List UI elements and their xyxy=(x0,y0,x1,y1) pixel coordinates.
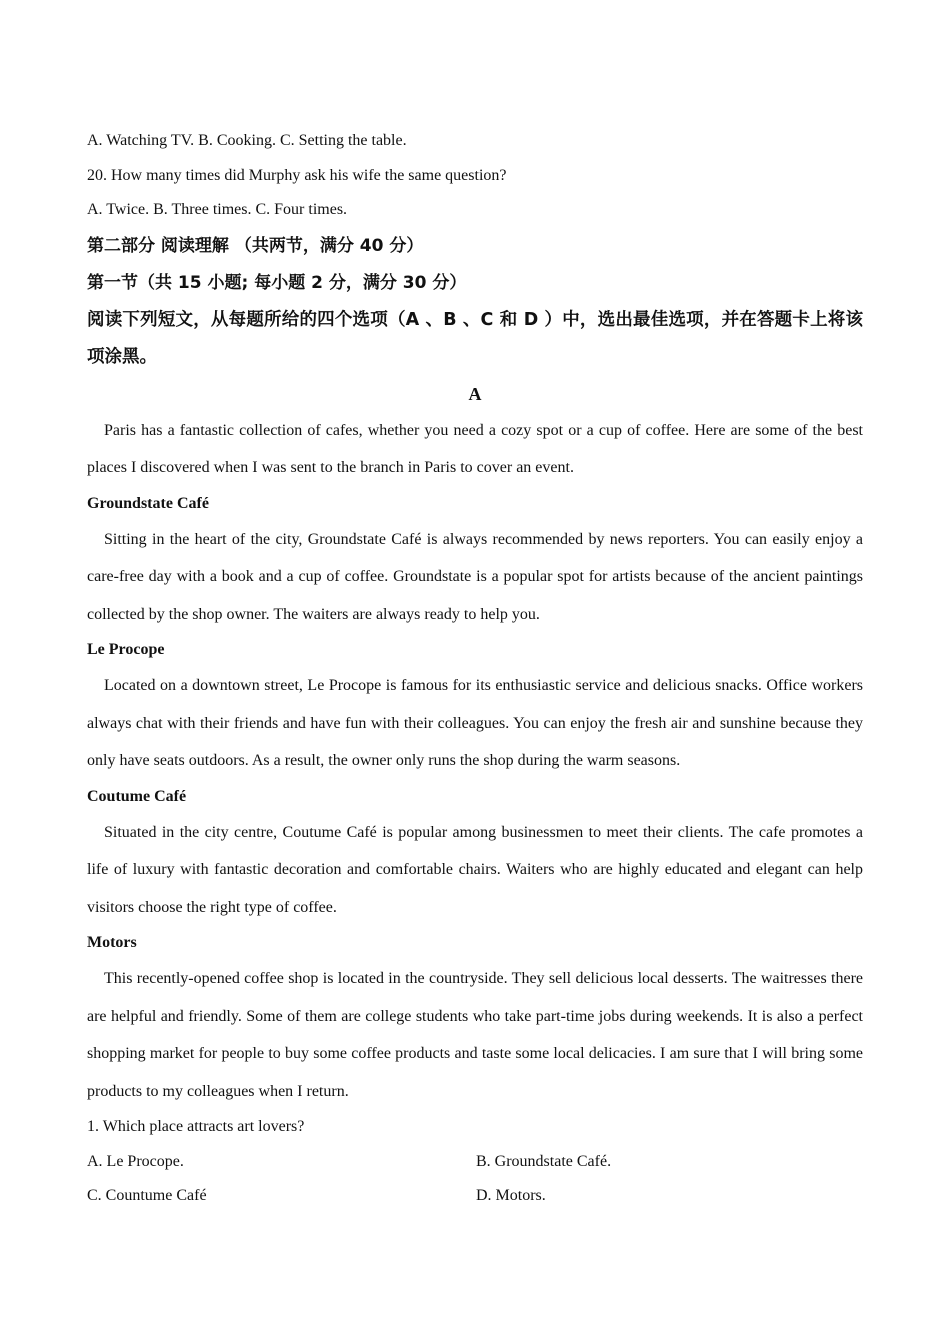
q20-question: 20. How many times did Murphy ask his wife the same question? xyxy=(87,166,507,184)
question-1: 1. Which place attracts art lovers? xyxy=(87,1118,305,1135)
cafe-name-le-procope: Le Procope xyxy=(87,641,165,658)
option-a: A. Le Procope. xyxy=(87,1152,184,1170)
passage-letter: A xyxy=(468,383,482,404)
cafe-text-coutume: Situated in the city centre, Coutume Café is popular among businessmen to meet their clients. The cafe promotes a life of luxury with fantastic decoration and comfortable chairs. Waiters who are highly educated and elegant can help visitors choose the right type of coffee. xyxy=(87,823,863,916)
cafe-text-groundstate: Sitting in the heart of the city, Groundstate Café is always recommended by news reporters. You can easily enjoy a care-free day with a book and a cup of coffee. Groundstate is a popular spot for artists because of the ancient paintings collected by the shop owner. The waiters are always ready to help you. xyxy=(87,530,863,623)
cafe-name-motors: Motors xyxy=(87,934,137,951)
cafe-name-groundstate: Groundstate Café xyxy=(87,494,209,512)
q20-options: A. Twice. B. Three times. C. Four times. xyxy=(87,201,348,218)
section1-title: 第一节（共 15 小题; 每小题 2 分，满分 30 分） xyxy=(87,272,467,293)
cafe-text-le-procope: Located on a downtown street, Le Procope is famous for its enthusiastic service and delicious snacks. Office workers always chat with their friends and have fun with their colleagues. You can enjoy the fresh air and sunshine because they only have seats outdoors. As a result, the owner only runs the shop during the warm seasons. xyxy=(87,677,863,769)
part2-title: 第二部分 阅读理解 （共两节，满分 40 分） xyxy=(87,235,424,256)
option-b: B. Groundstate Café. xyxy=(476,1152,612,1170)
option-d: D. Motors. xyxy=(476,1187,546,1204)
exam-page xyxy=(87,124,863,1214)
cafe-name-coutume: Coutume Café xyxy=(87,787,187,805)
reading-instructions: 阅读下列短文，从每题所给的四个选项（A 、B 、C 和 D ）中，选出最佳选项，并在答题卡上将该项涂黑。 xyxy=(87,309,863,367)
question-1-options xyxy=(87,1145,863,1214)
cafe-text-motors: This recently-opened coffee shop is located in the countryside. They sell delicious local desserts. The waitresses there are helpful and friendly. Some of them are college students who take part-time jobs during weekends. It is also a perfect shopping market for people to buy some coffee products and taste some local delicacies. I am sure that I will bring some products to my colleagues when I return. xyxy=(87,970,863,1100)
option-c: C. Countume Café xyxy=(87,1187,207,1204)
q19-options: A. Watching TV. B. Cooking. C. Setting the table. xyxy=(87,132,407,149)
passage-intro: Paris has a fantastic collection of cafes, whether you need a cozy spot or a cup of coffee. Here are some of the best places I discovered when I was sent to the branch in Paris to cover an event. xyxy=(87,421,863,476)
